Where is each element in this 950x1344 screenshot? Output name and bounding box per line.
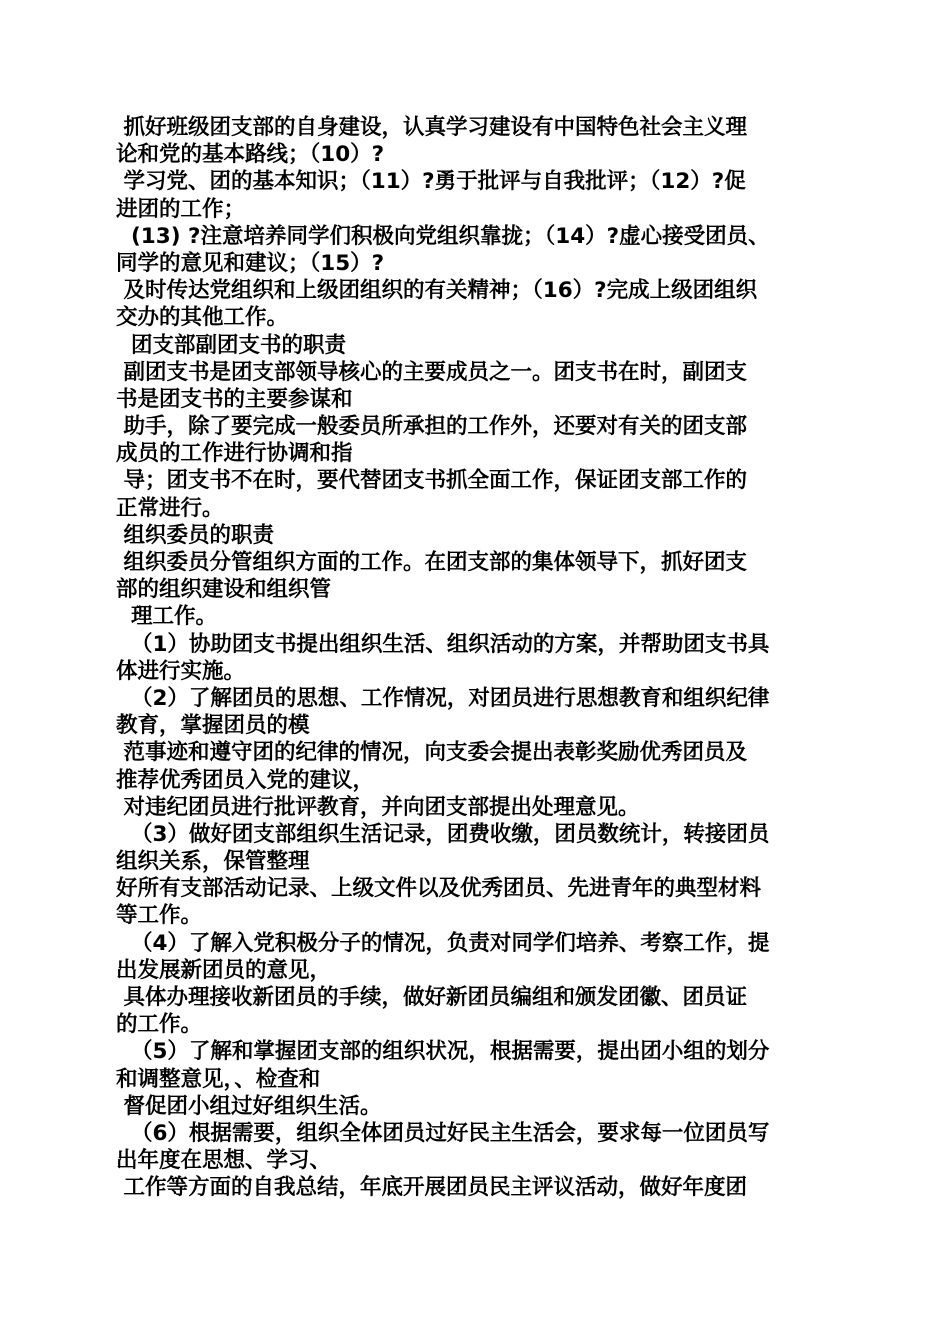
text-line: 教育，掌握团员的模 xyxy=(116,713,310,739)
text-line: 推荐优秀团员入党的建议， xyxy=(116,767,375,793)
text-line: 及时传达党组织和上级团组织的有关精神；（16）?完成上级团组织 xyxy=(116,278,758,304)
text-line: 同学的意见和建议；（15）? xyxy=(116,250,385,276)
text-line: （6）根据需要，组织全体团员过好民主生活会，要求每一位团员写 xyxy=(116,1120,770,1146)
text-line: 成员的工作进行协调和指 xyxy=(116,441,353,467)
text-line: 出年度在思想、学习、 xyxy=(116,1148,332,1174)
section-heading: 团支部副团支书的职责 xyxy=(116,332,346,358)
text-line: 工作等方面的自我总结，年底开展团员民主评议活动，做好年度团 xyxy=(116,1175,747,1201)
text-line: (13) ?注意培养同学们积极向党组织靠拢；（14）?虚心接受团员、 xyxy=(116,223,770,249)
text-line: 部的组织建设和组织管 xyxy=(116,577,332,603)
text-line: 抓好班级团支部的自身建设，认真学习建设有中国特色社会主义理 xyxy=(116,115,747,140)
text-line: 正常进行。 xyxy=(116,495,224,521)
text-line: 和调整意见，、检查和 xyxy=(116,1066,321,1092)
text-line: 理工作。 xyxy=(116,604,217,630)
text-line: （1）协助团支书提出组织生活、组织活动的方案，并帮助团支书具 xyxy=(116,631,770,657)
text-line: 学习党、团的基本知识；（11）?勇于批评与自我批评；（12）?促 xyxy=(116,169,746,195)
text-line: （5）了解和掌握团支部的组织状况，根据需要，提出团小组的划分 xyxy=(116,1039,770,1065)
text-line: 交办的其他工作。 xyxy=(116,305,289,331)
section-heading: 组织委员的职责 xyxy=(116,522,274,548)
text-line: 论和党的基本路线；（10）? xyxy=(116,142,385,168)
text-line: 副团支书是团支部领导核心的主要成员之一。团支书在时，副团支 xyxy=(116,359,747,385)
text-line: 等工作。 xyxy=(116,903,203,929)
text-line: 助手，除了要完成一般委员所承担的工作外，还要对有关的团支部 xyxy=(116,414,747,440)
text-line: 对违纪团员进行批评教育，并向团支部提出处理意见。 xyxy=(116,794,640,820)
text-line: 督促团小组过好组织生活。 xyxy=(116,1093,382,1119)
text-line: 书是团支书的主要参谋和 xyxy=(116,386,353,412)
text-line: 范事迹和遵守团的纪律的情况，向支委会提出表彰奖励优秀团员及 xyxy=(116,740,747,766)
text-line: （2）了解团员的思想、工作情况，对团员进行思想教育和组织纪律 xyxy=(116,685,770,711)
text-line: 组织委员分管组织方面的工作。在团支部的集体领导下，抓好团支 xyxy=(116,550,747,575)
text-line: 进团的工作； xyxy=(116,196,246,222)
document-body xyxy=(116,114,836,1202)
text-line: 好所有支部活动记录、上级文件以及优秀团员、先进青年的典型材料 xyxy=(116,876,762,902)
text-line: 导；团支书不在时，要代替团支书抓全面工作，保证团支部工作的 xyxy=(116,468,747,494)
text-line: 具体办理接收新团员的手续，做好新团员编组和颁发团徽、团员证 xyxy=(116,985,747,1010)
text-line: （4）了解入党积极分子的情况，负责对同学们培养、考察工作，提 xyxy=(116,930,770,956)
text-line: （3）做好团支部组织生活记录，团费收缴，团员数统计，转接团员 xyxy=(116,821,770,847)
text-line: 组织关系，保管整理 xyxy=(116,849,310,875)
text-line: 的工作。 xyxy=(116,1012,203,1038)
text-line: 体进行实施。 xyxy=(116,658,246,684)
text-line: 出发展新团员的意见， xyxy=(116,957,332,983)
